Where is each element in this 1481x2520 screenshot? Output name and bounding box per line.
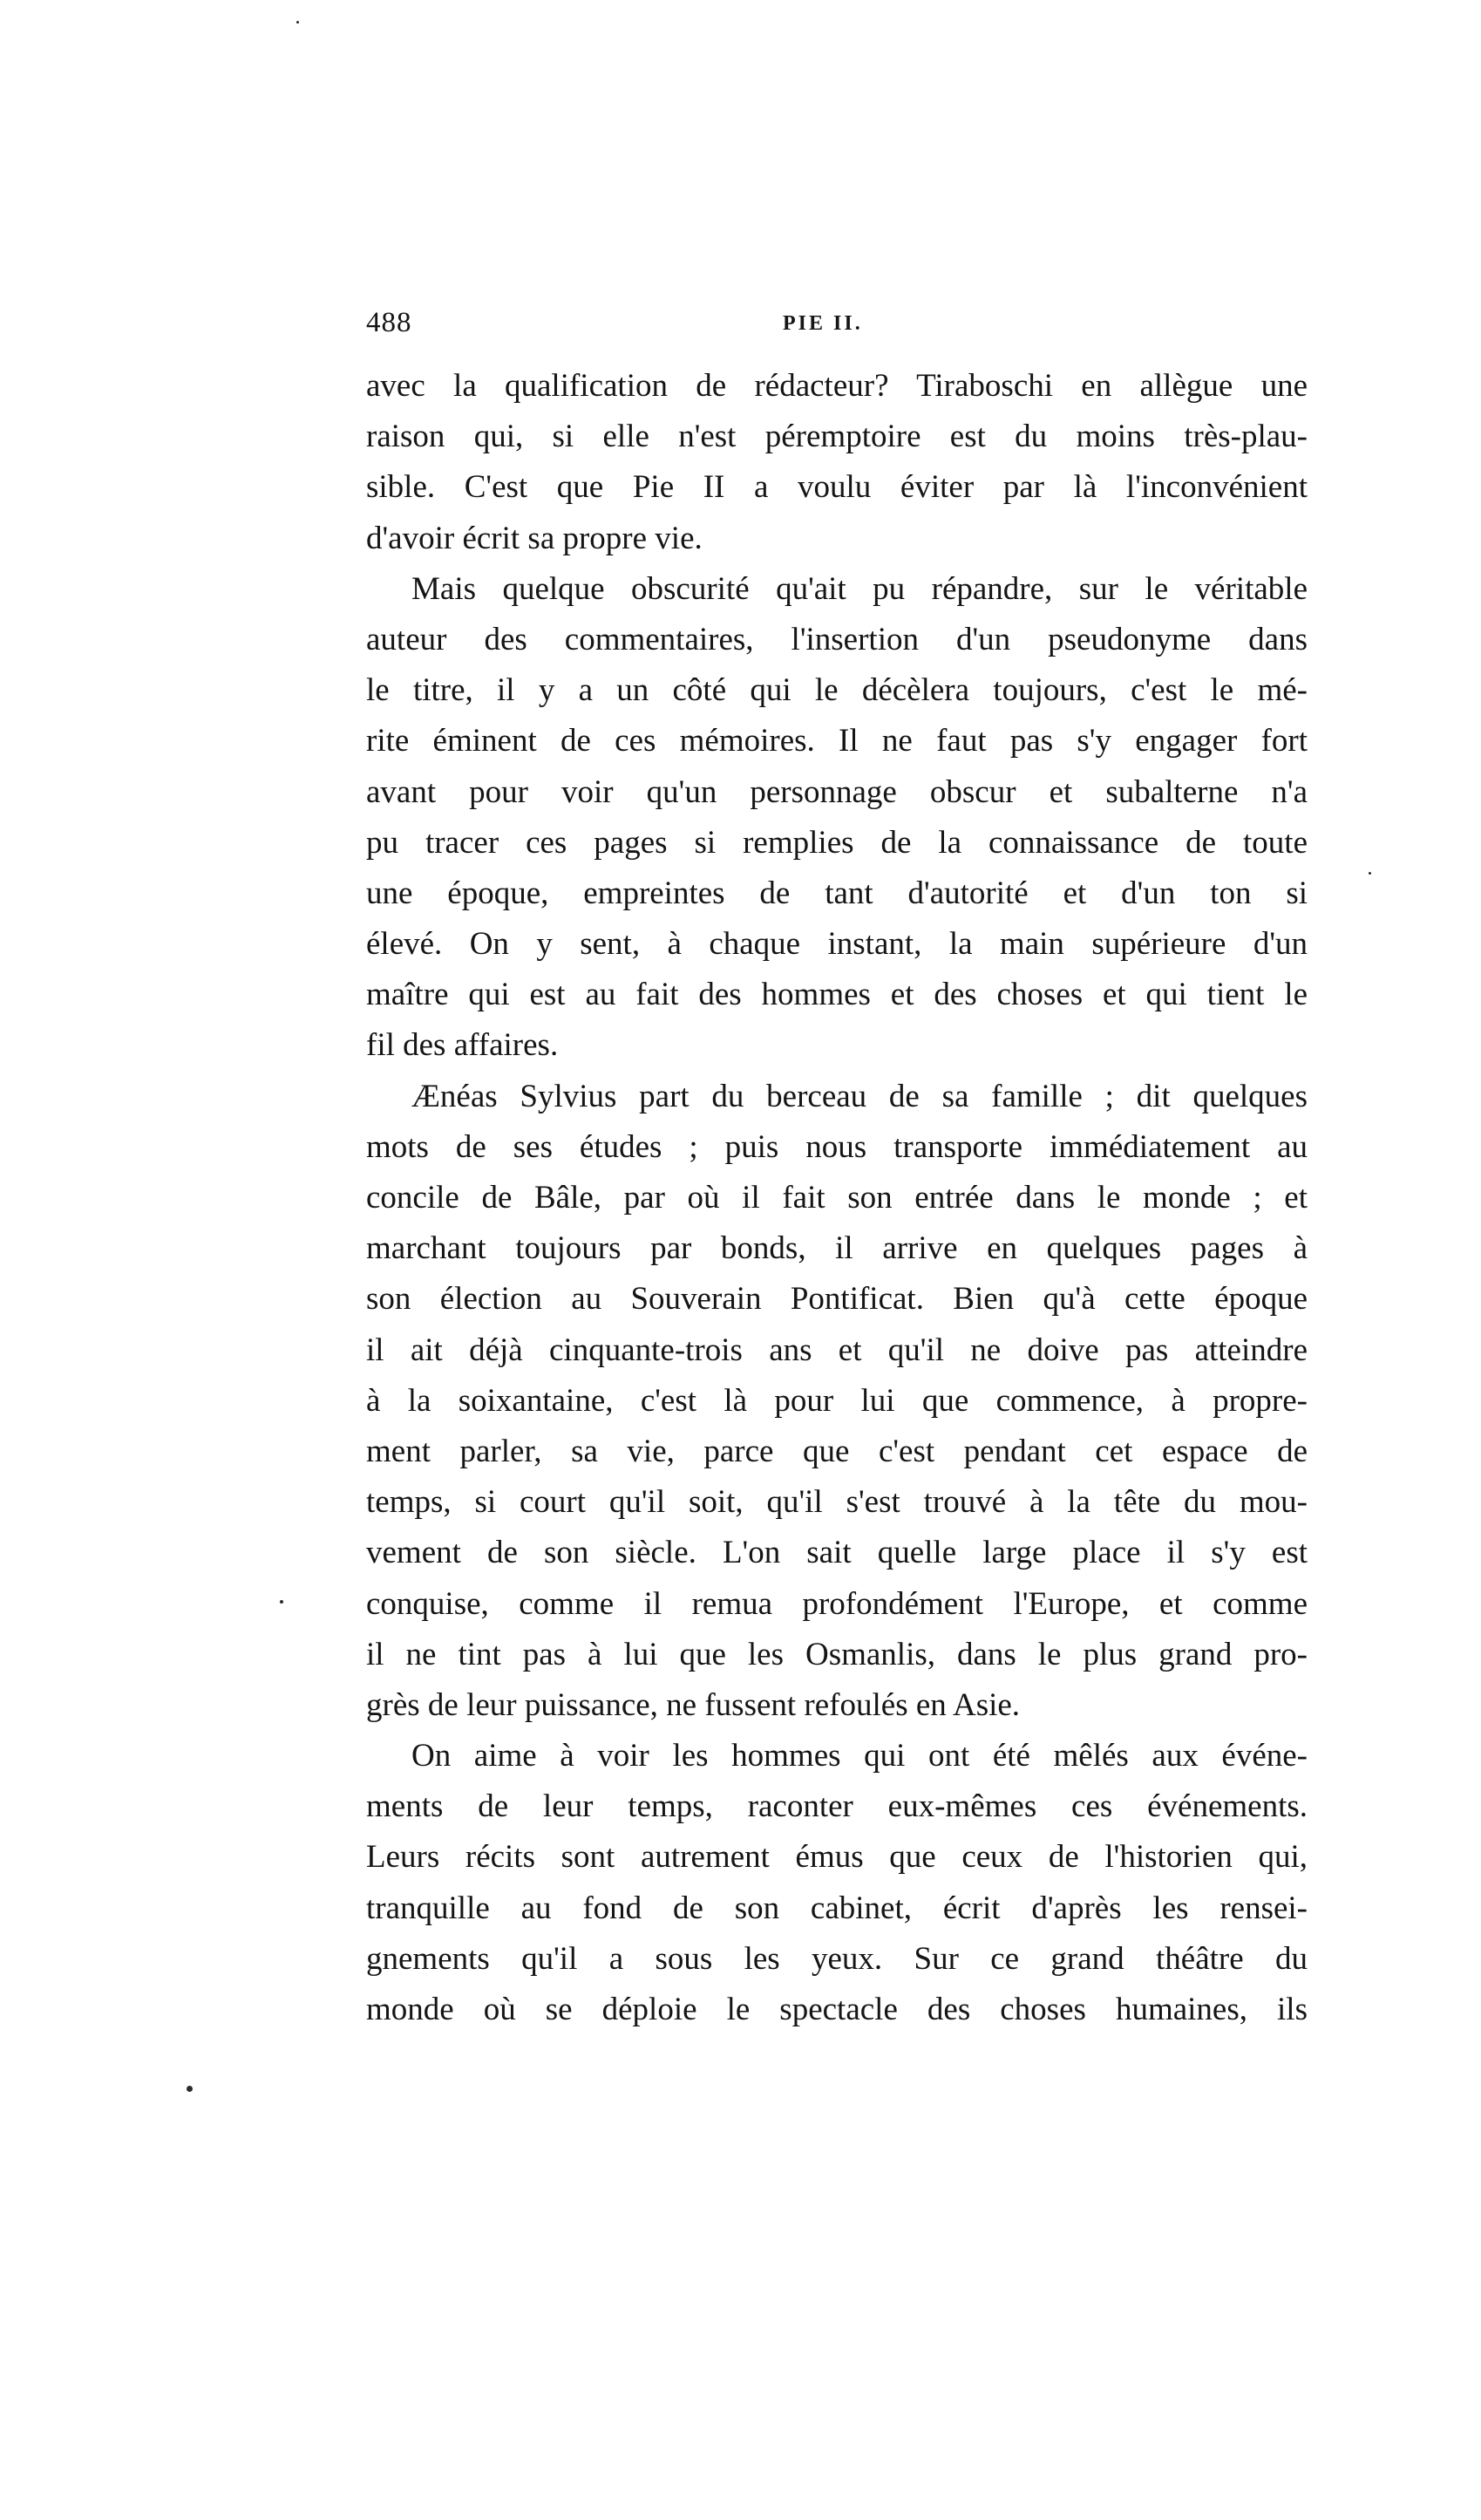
- text-line: Leurs récits sont autrement émus que ceux de l'historien qui,: [366, 1839, 1308, 1876]
- text-line: rite éminent de ces mémoires. Il ne faut pas s'y engager fort: [366, 723, 1308, 759]
- text-line: temps, si court qu'il soit, qu'il s'est trouvé à la tête du mou-: [366, 1484, 1308, 1521]
- scan-speck: [280, 1600, 283, 1604]
- page-number: 488: [366, 307, 412, 338]
- text-line: le titre, il y a un côté qui le décèlera toujours, c'est le mé-: [366, 672, 1308, 709]
- text-line: raison qui, si elle n'est péremptoire est du moins très-plau-: [366, 419, 1308, 455]
- body-text: [366, 361, 1308, 2035]
- text-line: il ne tint pas à lui que les Osmanlis, dans le plus grand pro-: [366, 1636, 1308, 1672]
- text-line: tranquille au fond de son cabinet, écrit d'après les rensei-: [366, 1890, 1308, 1926]
- text-line: à la soixantaine, c'est là pour lui que commence, à propre-: [366, 1382, 1308, 1419]
- text-line: son élection au Souverain Pontificat. Bien qu'à cette époque: [366, 1281, 1308, 1318]
- scan-speck: [1369, 872, 1371, 875]
- text-line: On aime à voir les hommes qui ont été mêlés aux événe-: [411, 1738, 1308, 1774]
- text-line: sible. C'est que Pie II a voulu éviter par là l'inconvénient: [366, 469, 1308, 506]
- paragraph-2: [366, 564, 1308, 1072]
- text-line: auteur des commentaires, l'insertion d'un pseudonyme dans: [366, 621, 1308, 657]
- text-line: monde où se déploie le spectacle des choses humaines, ils: [366, 1992, 1308, 2027]
- text-line: d'avoir écrit sa propre vie.: [366, 520, 703, 556]
- text-line: Mais quelque obscurité qu'ait pu répandre, sur le véritable: [411, 570, 1308, 607]
- paragraph-1: [366, 361, 1308, 564]
- text-line: marchant toujours par bonds, il arrive en quelques pages à: [366, 1230, 1308, 1267]
- scan-speck: [187, 2086, 193, 2092]
- paragraph-4: [366, 1731, 1308, 2035]
- text-line: une époque, empreintes de tant d'autorité et d'un ton si: [366, 875, 1308, 911]
- text-line: conquise, comme il remua profondément l'Europe, et comme: [366, 1585, 1308, 1622]
- text-line: élevé. On y sent, à chaque instant, la main supérieure d'un: [366, 926, 1308, 963]
- text-line: mots de ses études ; puis nous transporte immédiatement au: [366, 1128, 1308, 1165]
- text-line: fil des affaires.: [366, 1027, 559, 1064]
- running-head: [366, 307, 1308, 351]
- text-line: maître qui est au fait des hommes et des choses et qui tient le: [366, 977, 1308, 1013]
- text-line: ment parler, sa vie, parce que c'est pendant cet espace de: [366, 1433, 1308, 1469]
- scan-speck: [296, 21, 299, 24]
- text-line: pu tracer ces pages si remplies de la connaissance de toute: [366, 824, 1308, 861]
- text-line: ments de leur temps, raconter eux-mêmes ces événements.: [366, 1788, 1308, 1825]
- text-line: gnements qu'il a sous les yeux. Sur ce grand théâtre du: [366, 1940, 1308, 1977]
- text-line: avec la qualification de rédacteur? Tiraboschi en allègue une: [366, 368, 1308, 404]
- text-line: il ait déjà cinquante-trois ans et qu'il ne doive pas atteindre: [366, 1332, 1308, 1368]
- text-line: avant pour voir qu'un personnage obscur et subalterne n'a: [366, 773, 1308, 810]
- text-line: grès de leur puissance, ne fussent refoulés en Asie.: [366, 1686, 1021, 1723]
- text-line: vement de son siècle. L'on sait quelle large place il s'y est: [366, 1535, 1308, 1571]
- paragraph-3: [366, 1072, 1308, 1731]
- running-title: PIE II.: [783, 312, 863, 335]
- text-line: concile de Bâle, par où il fait son entrée dans le monde ; et: [366, 1180, 1308, 1216]
- text-line: Ænéas Sylvius part du berceau de sa famille ; dit quelques: [411, 1078, 1308, 1114]
